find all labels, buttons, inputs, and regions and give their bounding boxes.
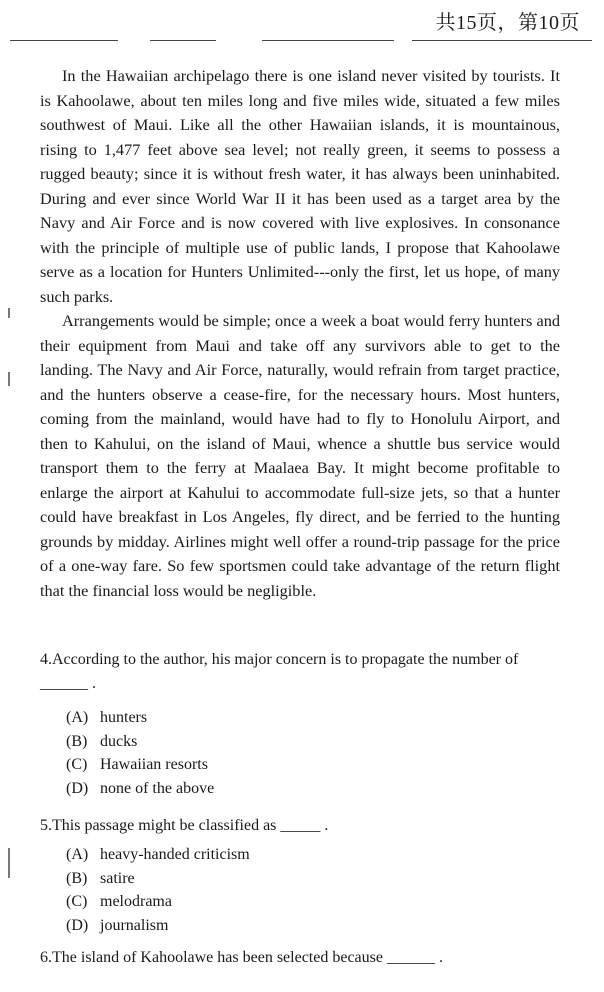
option-letter: (B) [66, 732, 88, 750]
option[interactable] [66, 867, 250, 891]
reading-passage [40, 64, 560, 603]
option[interactable] [66, 843, 250, 867]
rule-segment [262, 40, 394, 41]
header-rule [0, 36, 604, 46]
question-5-options [66, 843, 250, 937]
rule-segment [412, 40, 592, 41]
option-letter: (D) [66, 916, 89, 934]
passage-paragraph: In the Hawaiian archipelago there is one island never visited by tourists. It is Kahoolawe, about ten miles long and five miles wide, situated a few miles southwest of Maui. Like all the other Hawaiian islands, it is mountainous, rising to 1,477 feet above sea level; not really green, it seems to possess a rugged beauty; since it is without fresh water, it has always been uninhabited. During and ever since World War II it has been used as a target area by the Navy and Air Force and is now covered with live explosives. In consonance with the principle of multiple use of public lands, I propose that Kahoolawe serve as a location for Hunters Unlimited---only the first, let us hope, of many such parks. [40, 66, 560, 306]
question-4-stem: 4.According to the author, his major concern is to propagate the number of ______ . [40, 651, 519, 692]
option-text: heavy-handed criticism [100, 846, 250, 863]
option-letter: (C) [66, 756, 88, 774]
passage-paragraph: Arrangements would be simple; once a week a boat would ferry hunters and their equipment from Maui and take off any survivors able to get to the landing. The Navy and Air Force, naturally, would refrain from target practice, and the hunters observe a cease-fire, for the necessary hours. Most hunters, coming from the mainland, would have had to fly to Honolulu Airport, and then to Kahului, on the island of Maui, whence a shuttle bus service would transport them to the ferry at Maalaea Bay. It might become profitable to enlarge the airport at Kahului to accommodate full-size jets, so that a hunter could have breakfast in Los Angeles, fly direct, and be ferried to the hunting grounds by midday. Airlines might well offer a round-trip passage for the price of a one-way fare. So few sportsmen could take advantage of the return flight that the financial loss would be negligible. [40, 311, 560, 600]
option-text: hunters [100, 709, 148, 726]
option-text: none of the above [100, 779, 215, 797]
rule-segment [150, 40, 216, 41]
option-text: Hawaiian resorts [100, 756, 208, 774]
option-letter: (A) [66, 709, 89, 726]
margin-mark [8, 308, 10, 318]
option[interactable] [66, 777, 214, 801]
option-letter: (B) [66, 869, 88, 887]
question-6-stem: 6.The island of Kahoolawe has been selected because ______ . [40, 949, 443, 966]
page-counter: 共15页，第10页 [435, 12, 580, 34]
option-letter: (A) [66, 846, 89, 863]
question-5-stem: 5.This passage might be classified as _____ . [40, 817, 329, 834]
option-text: journalism [100, 916, 169, 934]
option[interactable] [66, 914, 250, 938]
rule-segment [10, 40, 118, 41]
option[interactable] [66, 753, 214, 777]
option-letter: (C) [66, 893, 88, 911]
option[interactable] [66, 890, 250, 914]
question-4-options [66, 706, 214, 800]
option-text: melodrama [100, 893, 172, 911]
option[interactable] [66, 706, 214, 730]
option-text: ducks [100, 732, 138, 750]
option-letter: (D) [66, 779, 89, 797]
option-text: satire [100, 869, 135, 887]
margin-mark [8, 372, 10, 386]
option[interactable] [66, 730, 214, 754]
margin-mark [8, 848, 10, 878]
